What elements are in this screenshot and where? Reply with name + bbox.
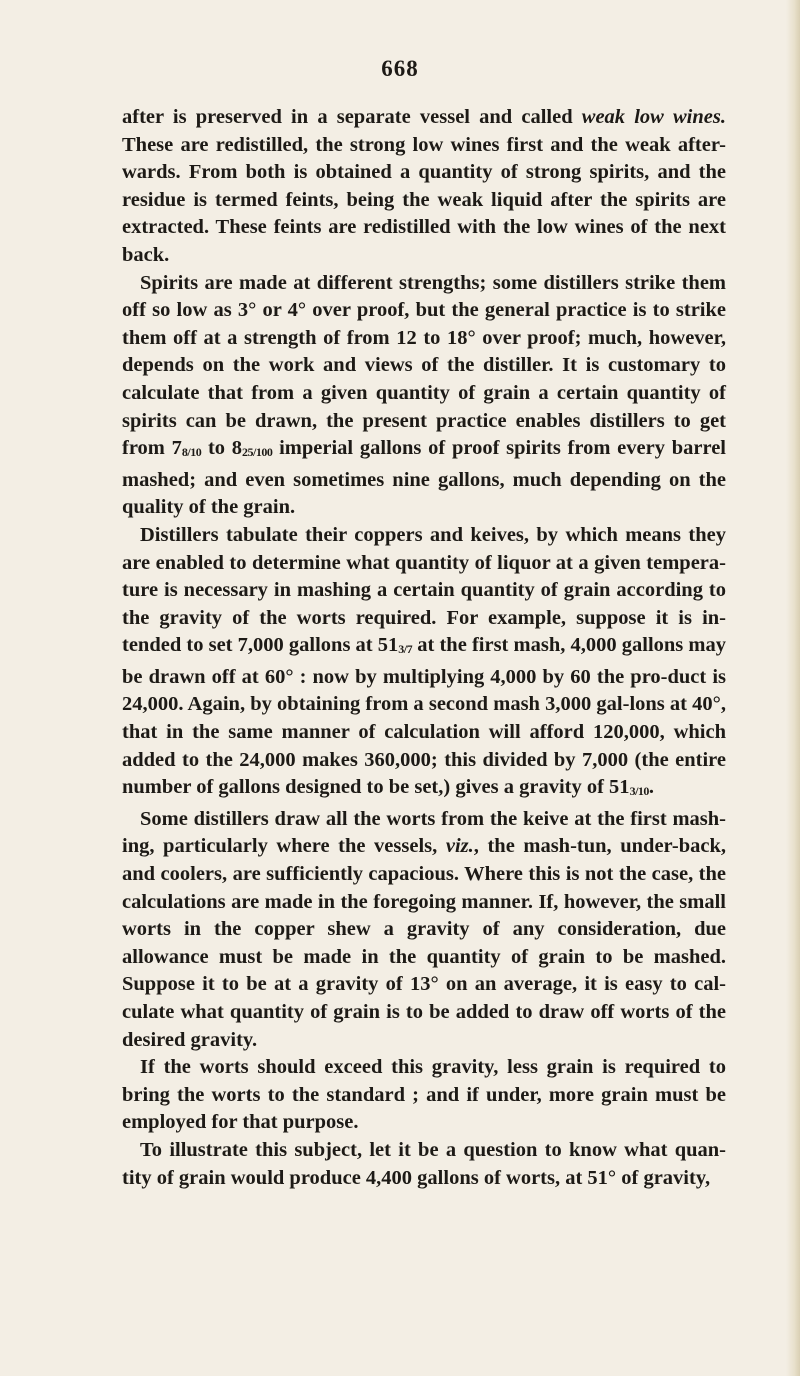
text-run: imperial gallons of proof spirits from every barrel mashed; and even sometimes nine gallons, much depending on the quality of the grain.	[122, 437, 726, 519]
paragraph-4	[122, 806, 726, 1054]
fraction: 3/10	[629, 784, 649, 799]
italic-term: weak low wines.	[581, 106, 726, 128]
text-run: to 8	[201, 437, 243, 460]
text-run: , the mash-tun, under-back, and coolers, are sufficiently capacious. Where this is not the case, the calculations are made in the foregoing manner. If, however, the small worts in the copper shew a gravity of any consideration, due allowance must be made in the quantity of grain to be mashed. Suppose it to be at a gravity of 13° on an average, it is easy to cal-culate what quantity of grain is to be added to draw off worts of the desired gravity.	[122, 835, 726, 1051]
fraction: 8/10	[181, 445, 202, 460]
fraction: 3/7	[398, 642, 413, 657]
paragraph-2	[122, 270, 726, 522]
text-run: .	[648, 776, 655, 799]
text-run: Distillers tabulate their coppers and keives, by which means they are enabled to determine what quantity of liquor at a given tempera-ture is necessary in mashing a certain quantity of grain according to the gravity of the worts required. For example, suppose it is in-tended to set 7,000 gallons at 51	[122, 523, 726, 657]
paragraph-1	[122, 104, 726, 270]
paragraph-6: To illustrate this subject, let it be a question to know what quan-tity of grain would produce 4,400 gallons of worts, at 51° of gravity,	[122, 1138, 726, 1189]
paragraph-5: If the worts should exceed this gravity, less grain is required to bring the worts to the standard ; and if under, more grain must be employed for that purpose.	[122, 1056, 726, 1134]
fraction: 25/100	[242, 445, 273, 460]
text-run: Some distillers draw all the worts from the keive at the first mash-ing, particularly where the vessels,	[122, 807, 726, 858]
page-edge-shadow	[786, 0, 800, 1376]
italic-term: viz.	[445, 835, 474, 858]
page-number: 668	[381, 56, 419, 81]
text-run: at the first mash, 4,000 gallons may be drawn off at 60° : now by multiplying 4,000 by 60 the pro-duct is 24,000. Again, by obtaining from a second mash 3,000 gal-lons at 40°, that in the same manner of calculation will afford 120,000, which added to the 24,000 makes 360,000; this divided by 7,000 (the entire number of gallons designed to be set,) gives a gravity of 51	[122, 634, 726, 799]
paragraph-3	[122, 522, 726, 806]
text-run: after is preserved in a separate vessel and called	[122, 106, 582, 128]
body-text	[122, 104, 726, 1192]
text-run: Spirits are made at different strengths; some distillers strike them off so low as 3° or 4° over proof, but the general practice is to strike them off at a strength of from 12 to 18° over proof; much, however, depends on the work and views of the distiller. It is customary to calculate that from a given quantity of grain a certain quantity of spirits can be drawn, the present practice enables distillers to get from 7	[122, 271, 726, 460]
text-run: These are redistilled, the strong low wines first and the weak after-wards. From both is obtained a quantity of strong spirits, and the residue is termed feints, being the weak liquid after the spirits are extracted. These feints are redistilled with the low wines of the next back.	[122, 133, 726, 266]
